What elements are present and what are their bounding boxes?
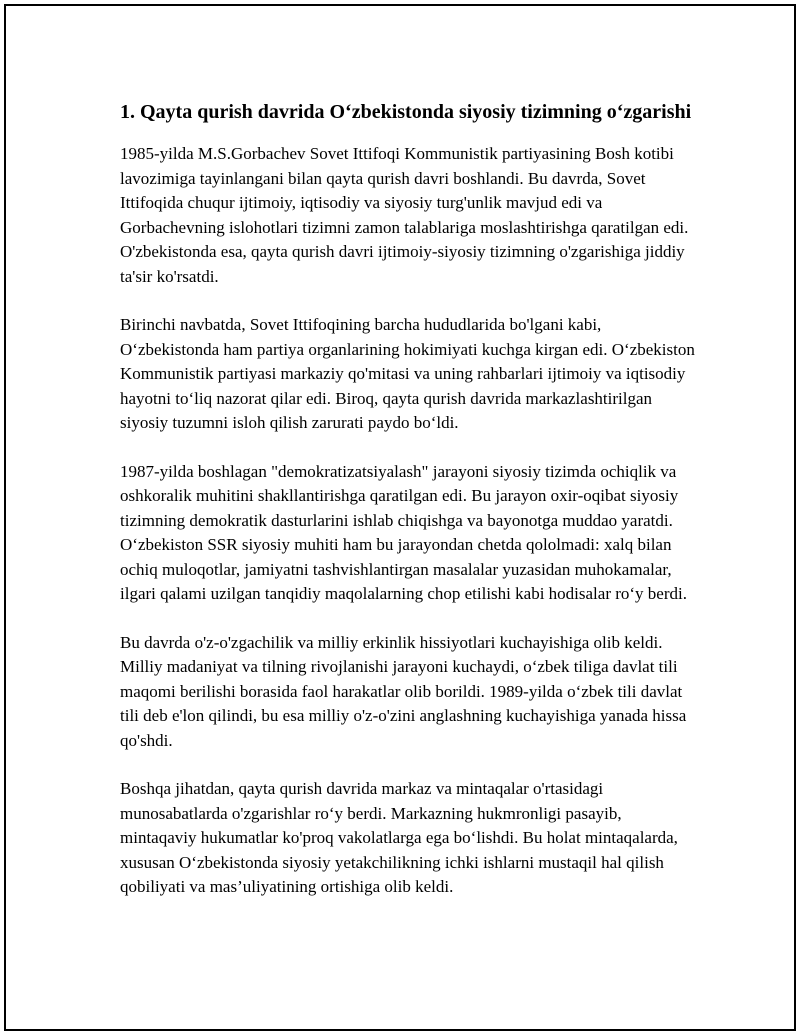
paragraph-4: Bu davrda o'z-o'zgachilik va milliy erkinlik hissiyotlari kuchayishiga olib keldi. Milliy madaniyat va tilning rivojlanishi jarayoni kuchaydi, o‘zbek tiliga davlat tili maqomi berilishi borasida faol harakatlar olib borildi. 1989-yilda o‘zbek tili davlat tili deb e'lon qilindi, bu esa milliy o'z-o'zini anglashning kuchayishiga yanada hissa qo'shdi.	[120, 632, 687, 750]
document-title: 1. Qayta qurish davrida O‘zbekistonda siyosiy tizimning o‘zgarishi	[120, 101, 692, 123]
paragraph-2: Birinchi navbatda, Sovet Ittifoqining barcha hududlarida bo'lgani kabi, O‘zbekistonda ham partiya organlarining hokimiyati kuchga kirgan edi. O‘zbekiston Kommunistik partiyasi markaziy qo'mitasi va uning rahbarlari ijtimoiy va iqtisodiy hayotni to‘liq nazorat qilar edi. Biroq, qayta qurish davrida markazlashtirilgan siyosiy tuzumni isloh qilish zarurati paydo bo‘ldi.	[120, 315, 695, 432]
page-frame	[4, 4, 796, 1031]
document-body	[120, 98, 700, 924]
paragraph-3: 1987-yilda boshlagan "demokratizatsiyalash" jarayoni siyosiy tizimda ochiqlik va oshkoralik muhitini shakllantirishga qaratilgan edi. Bu jarayon oxir-oqibat siyosiy tizimning demokratik dasturlarini ishlab chiqishga va bayonotga muddao yaratdi. O‘zbekiston SSR siyosiy muhiti ham bu jarayondan chetda qololmadi: xalq bilan ochiq muloqotlar, jamiyatni tashvishlantirgan masalalar yuzasidan muhokamalar, ilgari qalami uzilgan tanqidiy maqolalarning chop etilishi kabi hodisalar ro‘y berdi.	[120, 461, 687, 603]
paragraph-5: Boshqa jihatdan, qayta qurish davrida markaz va mintaqalar o'rtasidagi munosabatlarda o'zgarishlar ro‘y berdi. Markazning hukmronligi pasayib, mintaqaviy hukumatlar ko'proq vakolatlarga ega bo‘lishdi. Bu holat mintaqalarda, xususan O‘zbekistonda siyosiy yetakchilikning ichki ishlarni mustaqil hal qilish qobiliyati va mas’uliyatining ortishiga olib keldi.	[120, 779, 678, 896]
paragraph-1: 1985-yilda M.S.Gorbachev Sovet Ittifoqi Kommunistik partiyasining Bosh kotibi lavozimiga tayinlangani bilan qayta qurish davri boshlandi. Bu davrda, Sovet Ittifoqida chuqur ijtimoiy, iqtisodiy va siyosiy turg'unlik mavjud edi va Gorbachevning islohotlari tizimni zamon talablariga moslashtirishga qaratilgan edi. O'zbekistonda esa, qayta qurish davri ijtimoiy-siyosiy tizimning o'zgarishiga jiddiy ta'sir ko'rsatdi.	[120, 144, 689, 286]
